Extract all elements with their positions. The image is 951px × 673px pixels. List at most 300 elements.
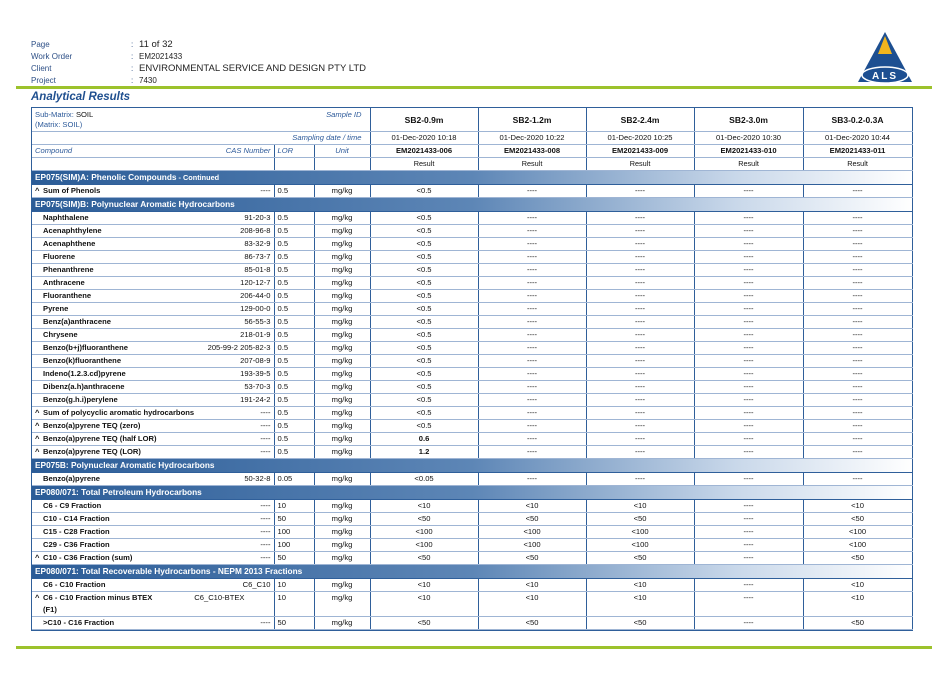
result-value: <0.5 (370, 407, 478, 420)
result-value: ---- (478, 446, 586, 459)
result-value: <50 (478, 552, 586, 565)
lor-value: 0.5 (274, 185, 314, 198)
compound-name: >C10 - C16 Fraction (43, 618, 115, 627)
cas-number: C6_C10-BTEX (194, 593, 245, 602)
lor-value: 0.5 (274, 238, 314, 251)
result-value: ---- (694, 500, 803, 513)
unit-value: mg/kg (314, 446, 370, 459)
result-value: <0.5 (370, 185, 478, 198)
lor-value: 0.5 (274, 446, 314, 459)
page-value: 11 of 32 (139, 39, 173, 50)
result-value: <0.5 (370, 290, 478, 303)
compound-cell (32, 407, 274, 420)
als-logo-icon (856, 30, 914, 86)
header-rule (16, 86, 932, 89)
cas-number: 218-01-9 (240, 330, 271, 339)
result-value: <100 (803, 539, 912, 552)
section-header (32, 198, 912, 212)
result-value: ---- (478, 342, 586, 355)
section-title-cell (32, 486, 912, 500)
result-value: <100 (803, 526, 912, 539)
cas-number: ---- (260, 618, 271, 627)
section-title: EP080/071: Total Recoverable Hydrocarbons - NEPM 2013 Fractions (35, 566, 303, 576)
result-value: <100 (370, 526, 478, 539)
sample-id: SB2-3.0m (694, 108, 803, 132)
unit-value: mg/kg (314, 185, 370, 198)
result-value: <0.5 (370, 329, 478, 342)
result-value: ---- (803, 446, 912, 459)
compound-name: C10 - C36 Fraction (sum) (43, 553, 133, 562)
compound-name: Benzo(b+j)fluoranthene (43, 343, 129, 352)
result-label: Result (370, 158, 478, 171)
sampling-date: 01-Dec-2020 10:22 (478, 132, 586, 145)
unit-value: mg/kg (314, 473, 370, 486)
compound-cell (32, 381, 274, 394)
result-value: <0.5 (370, 212, 478, 225)
sampling-date: 01-Dec-2020 10:30 (694, 132, 803, 145)
table-row (32, 617, 912, 630)
result-value: <10 (803, 579, 912, 592)
calculated-marker: ^ (35, 553, 40, 562)
result-value: ---- (694, 355, 803, 368)
colon: : (131, 52, 134, 61)
result-value: <50 (370, 617, 478, 630)
cas-number: ---- (260, 434, 271, 443)
cas-number: C6_C10 (242, 580, 271, 589)
unit-label: Unit (335, 146, 349, 155)
result-value: <0.5 (370, 303, 478, 316)
result-value: ---- (586, 251, 694, 264)
result-value: ---- (478, 394, 586, 407)
unit-value: mg/kg (314, 342, 370, 355)
result-value: <0.05 (370, 473, 478, 486)
result-value: <50 (478, 617, 586, 630)
result-value: ---- (803, 433, 912, 446)
table-row (32, 303, 912, 316)
cas-number: 205-99-2 205-82-3 (207, 343, 271, 352)
result-value: ---- (803, 303, 912, 316)
cas-number: 85-01-8 (244, 265, 271, 274)
result-value: ---- (803, 251, 912, 264)
result-value: <0.5 (370, 316, 478, 329)
compound-name: Chrysene (43, 330, 78, 339)
unit-value: mg/kg (314, 617, 370, 630)
calculated-marker: ^ (35, 421, 40, 430)
compound-name: C6 - C10 Fraction minus BTEX (43, 593, 153, 602)
cas-number: 129-00-0 (240, 304, 271, 313)
result-value: <10 (478, 579, 586, 592)
result-value: <10 (803, 592, 912, 617)
compound-cell (32, 552, 274, 565)
result-label: Result (694, 158, 803, 171)
table-row (32, 526, 912, 539)
table-row (32, 433, 912, 446)
compound-cell (32, 329, 274, 342)
result-label: Result (586, 158, 694, 171)
table-row (32, 552, 912, 565)
lor-value: 0.5 (274, 329, 314, 342)
cas-number: ---- (260, 186, 271, 195)
result-value: ---- (694, 303, 803, 316)
work-order-label: Work Order (31, 52, 73, 61)
compound-cell (32, 539, 274, 552)
table-row (32, 342, 912, 355)
result-value: ---- (694, 277, 803, 290)
cas-number: ---- (260, 421, 271, 430)
footer-rule (16, 646, 932, 649)
lor-value: 0.5 (274, 342, 314, 355)
lor-value: 0.05 (274, 473, 314, 486)
result-value: ---- (586, 473, 694, 486)
cas-number: 53-70-3 (244, 382, 271, 391)
result-value: ---- (694, 316, 803, 329)
unit-value: mg/kg (314, 394, 370, 407)
unit-value: mg/kg (314, 592, 370, 617)
result-value: ---- (586, 329, 694, 342)
section-title: EP080/071: Total Petroleum Hydrocarbons (35, 487, 202, 497)
unit-value: mg/kg (314, 433, 370, 446)
result-value: ---- (803, 394, 912, 407)
result-value: <50 (370, 552, 478, 565)
cas-number: 207-08-9 (240, 356, 271, 365)
compound-name: Dibenz(a.h)anthracene (43, 382, 125, 391)
compound-label: Compound (35, 146, 73, 155)
result-value: <0.5 (370, 277, 478, 290)
section-title: EP075B: Polynuclear Aromatic Hydrocarbons (35, 460, 215, 470)
section-header (32, 486, 912, 500)
result-value: ---- (803, 368, 912, 381)
sample-id: SB2-2.4m (586, 108, 694, 132)
result-value: ---- (586, 342, 694, 355)
result-value: ---- (803, 290, 912, 303)
result-value: ---- (803, 342, 912, 355)
compound-cell (32, 526, 274, 539)
result-value: ---- (586, 433, 694, 446)
result-value: 1.2 (370, 446, 478, 459)
cas-number: ---- (260, 514, 271, 523)
lor-value: 100 (274, 539, 314, 552)
unit-value: mg/kg (314, 316, 370, 329)
result-value: ---- (586, 277, 694, 290)
result-value: ---- (803, 264, 912, 277)
logo-text: ALS (872, 71, 898, 82)
table-row (32, 277, 912, 290)
result-value: <50 (803, 552, 912, 565)
lor-value: 0.5 (274, 303, 314, 316)
cas-label: CAS Number (225, 146, 271, 155)
table-row (32, 381, 912, 394)
sample-id: SB2-1.2m (478, 108, 586, 132)
sample-id-row (32, 108, 912, 132)
table-row (32, 355, 912, 368)
result-value: <50 (370, 513, 478, 526)
compound-cell (32, 225, 274, 238)
section-header (32, 171, 912, 185)
result-value: ---- (478, 316, 586, 329)
result-value: ---- (694, 185, 803, 198)
table-row (32, 251, 912, 264)
compound-cell (32, 368, 274, 381)
lor-value: 0.5 (274, 420, 314, 433)
result-value: ---- (478, 251, 586, 264)
result-value: ---- (803, 185, 912, 198)
compound-name: Acenaphthene (43, 239, 96, 248)
table-row (32, 368, 912, 381)
lor-value: 0.5 (274, 251, 314, 264)
result-value: ---- (586, 303, 694, 316)
result-value: <0.5 (370, 238, 478, 251)
result-value: ---- (803, 329, 912, 342)
result-value: ---- (586, 238, 694, 251)
section-title: EP075(SIM)A: Phenolic Compounds (35, 172, 177, 182)
table-row (32, 500, 912, 513)
result-value: ---- (803, 355, 912, 368)
result-value: ---- (694, 526, 803, 539)
compound-name: Benzo(a)pyrene (43, 474, 100, 483)
lor-value: 0.5 (274, 433, 314, 446)
project-value: 7430 (139, 76, 157, 85)
lor-value: 50 (274, 513, 314, 526)
result-value: ---- (694, 433, 803, 446)
cas-number: 120-12-7 (240, 278, 271, 287)
unit-value: mg/kg (314, 420, 370, 433)
result-value: ---- (694, 394, 803, 407)
result-value: ---- (586, 185, 694, 198)
compound-name: Acenaphthylene (43, 226, 102, 235)
client-value: ENVIRONMENTAL SERVICE AND DESIGN PTY LTD (139, 63, 366, 74)
result-label: Result (478, 158, 586, 171)
result-value: <100 (586, 539, 694, 552)
result-value: ---- (586, 446, 694, 459)
unit-value: mg/kg (314, 290, 370, 303)
table-row (32, 329, 912, 342)
result-value: <100 (586, 526, 694, 539)
compound-name: Phenanthrene (43, 265, 94, 274)
cas-number: 206-44-0 (240, 291, 271, 300)
unit-value: mg/kg (314, 264, 370, 277)
compound-name: Sum of polycyclic aromatic hydrocarbons (43, 408, 195, 417)
compound-name: Benzo(a)pyrene TEQ (half LOR) (43, 434, 157, 443)
result-value: ---- (694, 579, 803, 592)
compound-cell (32, 579, 274, 592)
result-value: <0.5 (370, 394, 478, 407)
column-header-row (32, 145, 912, 158)
result-value: <0.5 (370, 342, 478, 355)
lor-value: 0.5 (274, 225, 314, 238)
table-row (32, 394, 912, 407)
result-value: <10 (370, 579, 478, 592)
unit-value: mg/kg (314, 355, 370, 368)
table-row (32, 407, 912, 420)
result-value: <0.5 (370, 264, 478, 277)
result-value: ---- (694, 420, 803, 433)
result-value: ---- (803, 407, 912, 420)
unit-value: mg/kg (314, 277, 370, 290)
compound-name: Benzo(a)pyrene TEQ (LOR) (43, 447, 141, 456)
result-value: ---- (694, 251, 803, 264)
result-value: ---- (478, 290, 586, 303)
lor-value: 10 (274, 592, 314, 617)
result-value: ---- (586, 355, 694, 368)
cas-number: 91-20-3 (244, 213, 271, 222)
result-value: 0.6 (370, 433, 478, 446)
submatrix-value: SOIL (75, 110, 94, 119)
compound-name: C6 - C10 Fraction (43, 580, 106, 589)
result-value: ---- (478, 355, 586, 368)
cas-number: ---- (260, 408, 271, 417)
sampling-label: Sampling date / time (292, 133, 362, 142)
section-title-cell (32, 565, 912, 579)
calculated-marker: ^ (35, 186, 40, 195)
result-value: ---- (803, 473, 912, 486)
calculated-marker: ^ (35, 434, 40, 443)
project-label: Project (31, 76, 56, 85)
result-value: ---- (586, 381, 694, 394)
compound-name: Benz(a)anthracene (43, 317, 111, 326)
result-value: <100 (478, 539, 586, 552)
result-value: ---- (694, 264, 803, 277)
lab-id: EM2021433-008 (478, 145, 586, 158)
result-value: ---- (803, 381, 912, 394)
result-value: ---- (586, 368, 694, 381)
result-value: ---- (803, 212, 912, 225)
unit-value: mg/kg (314, 368, 370, 381)
compound-name: Fluoranthene (43, 291, 92, 300)
compound-name: C15 - C28 Fraction (43, 527, 110, 536)
result-value: ---- (478, 277, 586, 290)
result-value: ---- (803, 420, 912, 433)
calculated-marker: ^ (35, 593, 40, 602)
compound-cell (32, 316, 274, 329)
unit-value: mg/kg (314, 526, 370, 539)
result-value: ---- (586, 394, 694, 407)
result-value: ---- (478, 368, 586, 381)
compound-name-line2: (F1) (43, 605, 57, 614)
result-value: <50 (586, 513, 694, 526)
compound-cell (32, 251, 274, 264)
result-label: Result (803, 158, 912, 171)
compound-name: Pyrene (43, 304, 69, 313)
compound-cell (32, 592, 274, 617)
result-value: ---- (478, 225, 586, 238)
unit-value: mg/kg (314, 381, 370, 394)
result-value: ---- (478, 329, 586, 342)
result-value: <10 (478, 500, 586, 513)
lor-value: 50 (274, 552, 314, 565)
sampling-date: 01-Dec-2020 10:25 (586, 132, 694, 145)
result-value: ---- (694, 539, 803, 552)
unit-value: mg/kg (314, 225, 370, 238)
compound-name: C10 - C14 Fraction (43, 514, 110, 523)
section-continued: - Continued (176, 173, 220, 182)
lab-id: EM2021433-011 (803, 145, 912, 158)
result-value: <50 (478, 513, 586, 526)
compound-name: C6 - C9 Fraction (43, 501, 102, 510)
compound-cell (32, 212, 274, 225)
unit-value: mg/kg (314, 539, 370, 552)
table-row (32, 238, 912, 251)
lor-value: 100 (274, 526, 314, 539)
table-row (32, 579, 912, 592)
compound-name: Benzo(a)pyrene TEQ (zero) (43, 421, 141, 430)
result-value: ---- (478, 303, 586, 316)
result-value: ---- (478, 407, 586, 420)
section-title-cell (32, 198, 912, 212)
unit-value: mg/kg (314, 251, 370, 264)
result-value: ---- (478, 381, 586, 394)
compound-name: Naphthalene (43, 213, 89, 222)
result-value: ---- (694, 225, 803, 238)
cas-number: ---- (260, 540, 271, 549)
compound-cell (32, 473, 274, 486)
lab-id: EM2021433-010 (694, 145, 803, 158)
result-value: <50 (586, 617, 694, 630)
unit-value: mg/kg (314, 238, 370, 251)
result-value: ---- (694, 290, 803, 303)
compound-name: Indeno(1.2.3.cd)pyrene (43, 369, 126, 378)
unit-value: mg/kg (314, 552, 370, 565)
compound-cell (32, 500, 274, 513)
cas-number: ---- (260, 527, 271, 536)
result-value: ---- (586, 264, 694, 277)
result-value: ---- (586, 407, 694, 420)
cas-number: 208-96-8 (240, 226, 271, 235)
unit-value: mg/kg (314, 500, 370, 513)
lor-value: 0.5 (274, 277, 314, 290)
compound-cell (32, 264, 274, 277)
work-order-value: EM2021433 (139, 52, 183, 61)
result-value: ---- (694, 407, 803, 420)
result-value: ---- (694, 617, 803, 630)
cas-number: ---- (260, 553, 271, 562)
result-value: <0.5 (370, 381, 478, 394)
lor-label: LOR (277, 146, 294, 155)
section-title-cell (32, 171, 912, 185)
colon: : (131, 76, 134, 85)
lor-value: 0.5 (274, 355, 314, 368)
sampling-date: 01-Dec-2020 10:44 (803, 132, 912, 145)
compound-name: Benzo(g.h.i)perylene (43, 395, 118, 404)
result-value: ---- (694, 238, 803, 251)
lor-value: 50 (274, 617, 314, 630)
colon: : (131, 64, 134, 73)
result-value: <10 (803, 500, 912, 513)
result-value: ---- (694, 342, 803, 355)
result-value: <10 (478, 592, 586, 617)
cas-number: 56-55-3 (244, 317, 271, 326)
result-value: ---- (803, 225, 912, 238)
table-row (32, 592, 912, 617)
compound-cell (32, 513, 274, 526)
colon: : (131, 40, 134, 49)
compound-name: C29 - C36 Fraction (43, 540, 110, 549)
sampling-date: 01-Dec-2020 10:18 (370, 132, 478, 145)
result-value: ---- (586, 290, 694, 303)
table-row (32, 446, 912, 459)
result-value: ---- (694, 473, 803, 486)
result-value: <50 (803, 617, 912, 630)
result-value: ---- (478, 185, 586, 198)
result-value: ---- (586, 212, 694, 225)
unit-value: mg/kg (314, 407, 370, 420)
unit-value: mg/kg (314, 329, 370, 342)
result-value: ---- (478, 433, 586, 446)
result-value: ---- (694, 513, 803, 526)
results-table (31, 107, 913, 631)
result-value: <100 (370, 539, 478, 552)
result-value: ---- (478, 420, 586, 433)
section-header (32, 565, 912, 579)
